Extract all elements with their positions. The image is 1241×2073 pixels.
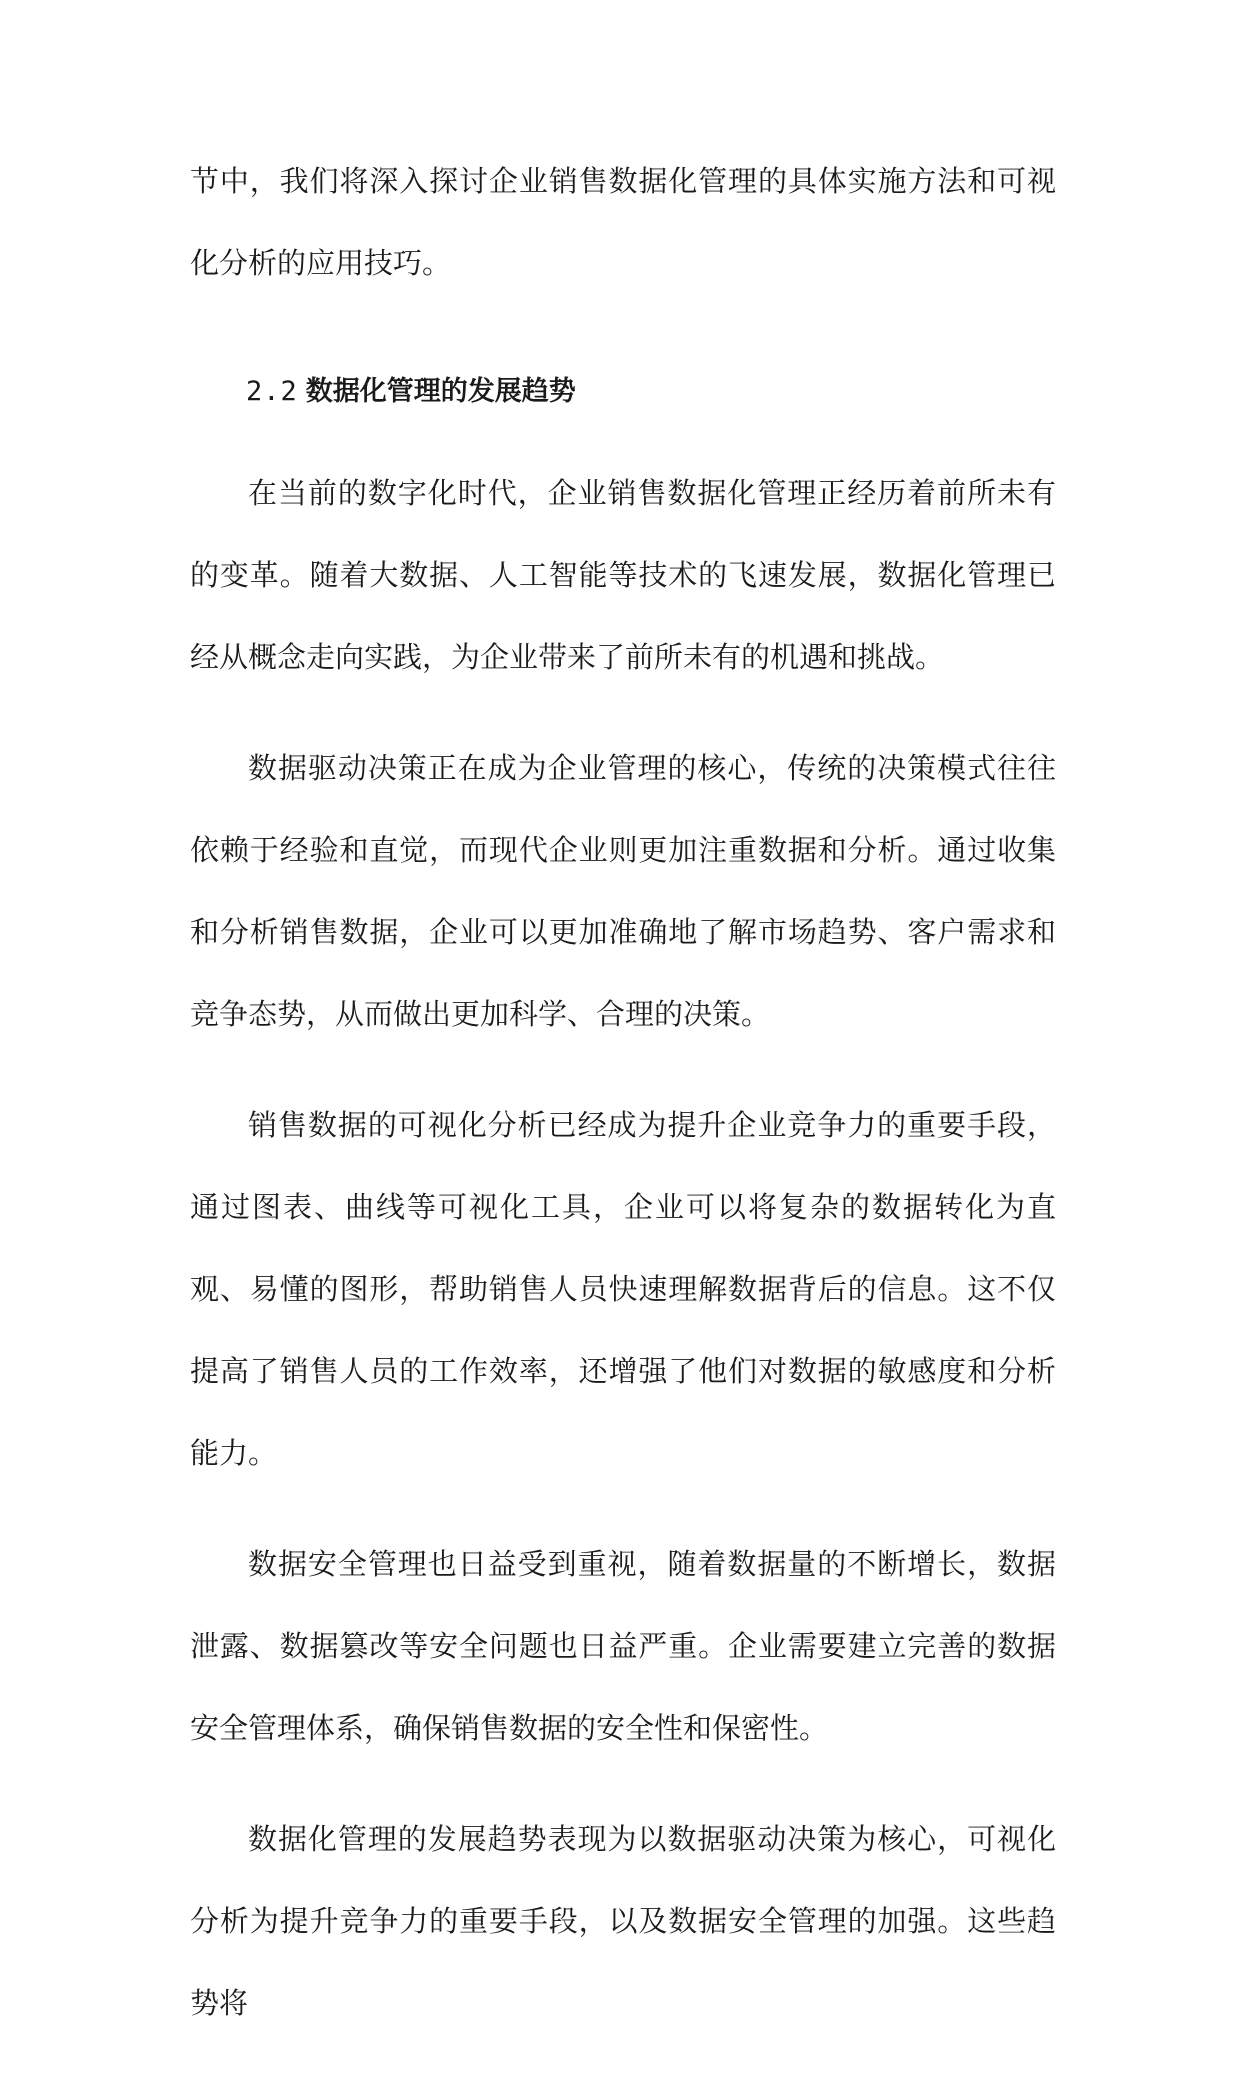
body-paragraph: 数据安全管理也日益受到重视，随着数据量的不断增长，数据泄露、数据篡改等安全问题也日益严重。企业需要建立完善的数据安全管理体系，确保销售数据的安全性和保密性。 [190, 1547, 1056, 1745]
body-paragraph: 在当前的数字化时代，企业销售数据化管理正经历着前所未有的变革。随着大数据、人工智能等技术的飞速发展，数据化管理已经从概念走向实践，为企业带来了前所未有的机遇和挑战。 [190, 476, 1056, 674]
body-paragraph: 数据驱动决策正在成为企业管理的核心，传统的决策模式往往依赖于经验和直觉，而现代企业则更加注重数据和分析。通过收集和分析销售数据，企业可以更加准确地了解市场趋势、客户需求和竞争态势，从而做出更加科学、合理的决策。 [190, 751, 1056, 1031]
continuation-paragraph: 节中，我们将深入探讨企业销售数据化管理的具体实施方法和可视化分析的应用技巧。 [190, 164, 1056, 280]
section-number: 2.2 [246, 376, 298, 407]
body-paragraph: 数据化管理的发展趋势表现为以数据驱动决策为核心，可视化分析为提升竞争力的重要手段，以及数据安全管理的加强。这些趋势将 [190, 1822, 1056, 2020]
section-title: 数据化管理的发展趋势 [305, 376, 576, 407]
body-paragraph: 销售数据的可视化分析已经成为提升企业竞争力的重要手段，通过图表、曲线等可视化工具，企业可以将复杂的数据转化为直观、易懂的图形，帮助销售人员快速理解数据背后的信息。这不仅提高了销售人员的工作效率，还增强了他们对数据的敏感度和分析能力。 [190, 1108, 1056, 1470]
section-heading [190, 370, 1056, 414]
document-page [190, 140, 1056, 2073]
